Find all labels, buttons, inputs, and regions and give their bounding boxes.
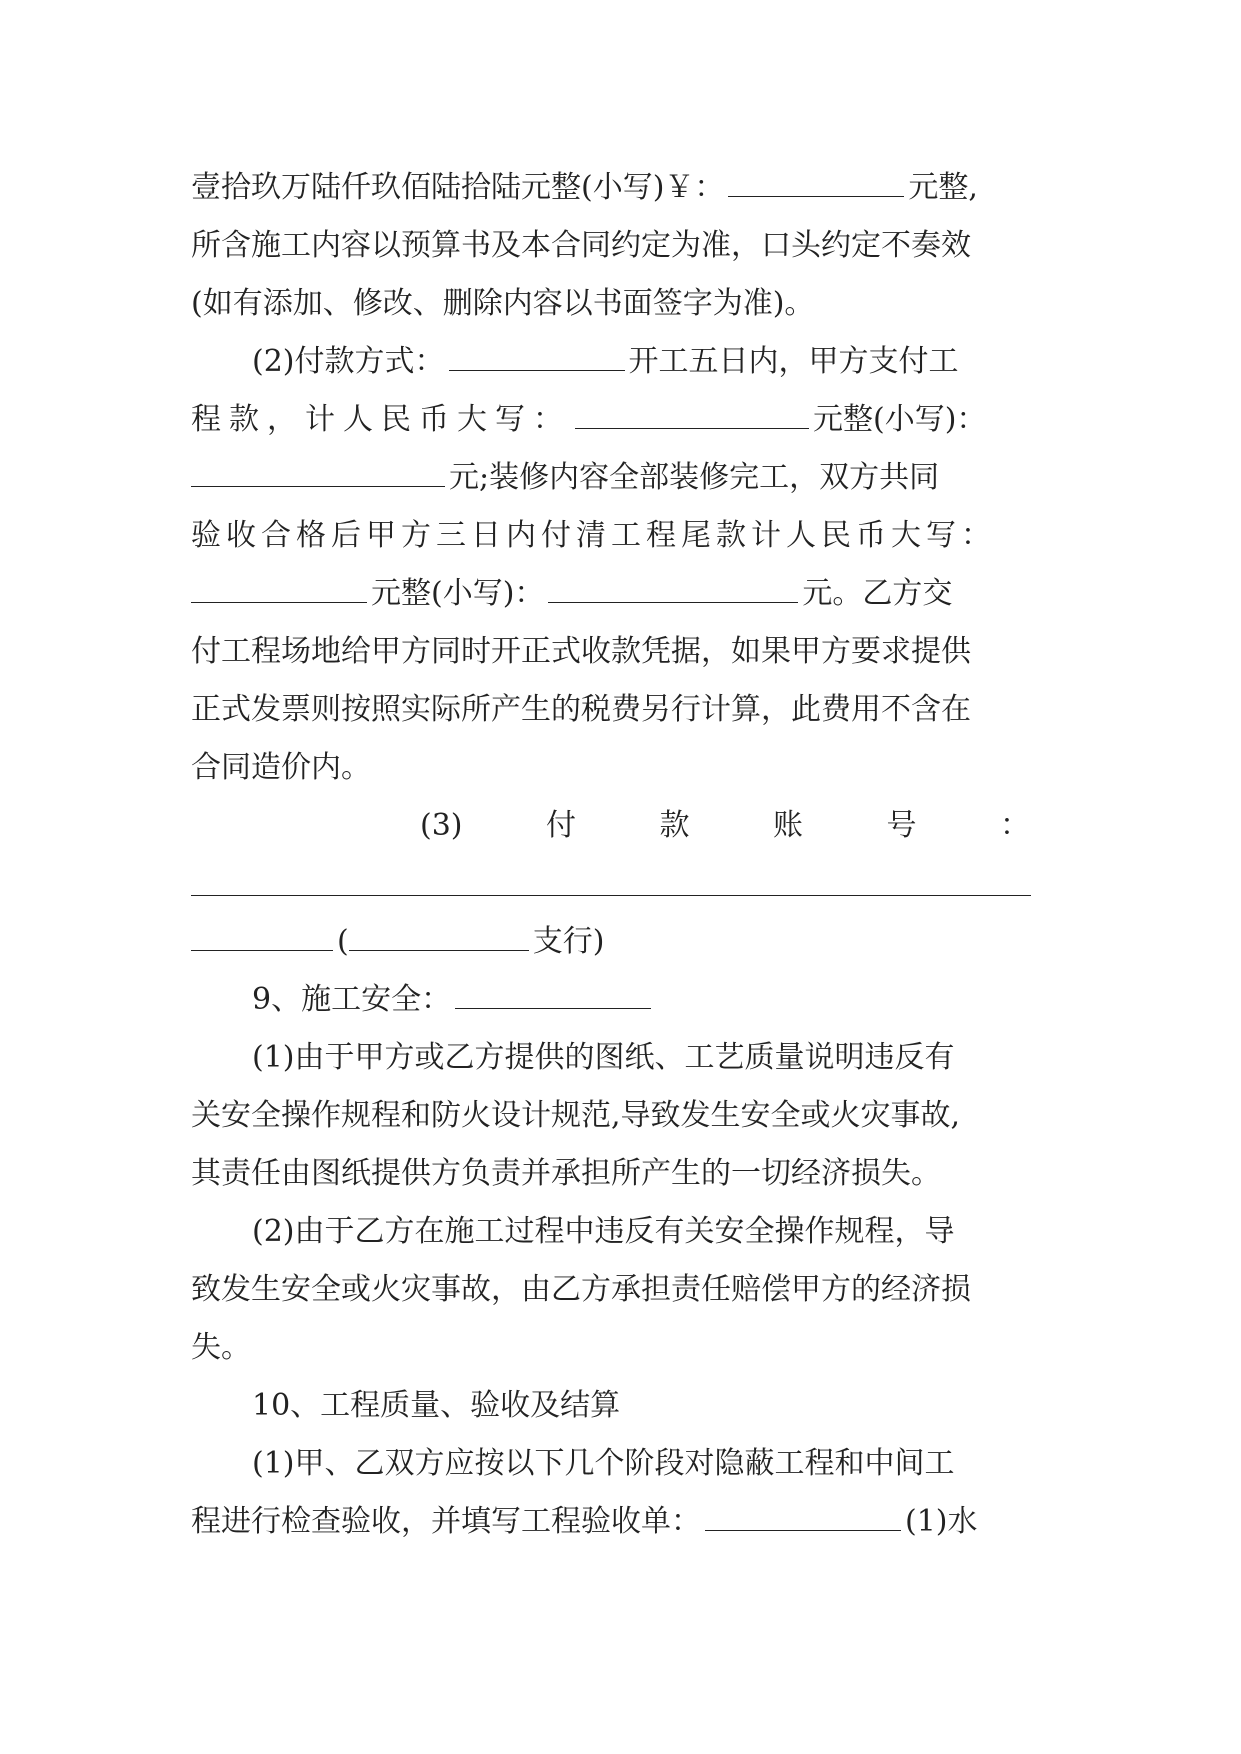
text-line: 合同造价内。 <box>191 750 371 785</box>
blank-field <box>191 458 445 487</box>
text-line: 关安全操作规程和防火设计规范,导致发生安全或火灾事故, <box>191 1098 961 1133</box>
text-line <box>252 980 1051 1020</box>
text-line: 失。 <box>191 1330 251 1365</box>
text-line <box>191 574 1051 614</box>
blank-field <box>349 922 529 951</box>
blank-field <box>191 574 367 603</box>
text-line: (2)由于乙方在施工过程中违反有关安全操作规程，导 <box>252 1214 955 1249</box>
text-span: (3) <box>420 808 463 843</box>
text-span: 元整(小写)： <box>813 402 987 437</box>
blank-field <box>455 980 651 1009</box>
text-line: 验收合格后甲方三日内付清工程尾款计人民币大写： <box>191 518 996 553</box>
text-line: 正式发票则按照实际所产生的税费另行计算，此费用不含在 <box>191 692 971 727</box>
text-span: 号 <box>886 808 917 843</box>
text-span: 程款，计人民币大写： <box>191 402 571 437</box>
text-line <box>191 168 1051 208</box>
text-line <box>191 922 1051 962</box>
text-line: 致发生安全或火灾事故，由乙方承担责任赔偿甲方的经济损 <box>191 1272 971 1307</box>
blank-field <box>191 922 333 951</box>
text-line: 所含施工内容以预算书及本合同约定为准，口头约定不奏效 <box>191 228 971 263</box>
text-line: (1)由于甲方或乙方提供的图纸、工艺质量说明违反有 <box>252 1040 955 1075</box>
text-line <box>191 458 1051 498</box>
text-span: 程进行检查验收，并填写工程验收单： <box>191 1504 701 1539</box>
text-line: 付工程场地给甲方同时开正式收款凭据，如果甲方要求提供 <box>191 634 971 669</box>
blank-line-full <box>191 895 1031 896</box>
text-line: 10、工程质量、验收及结算 <box>252 1388 621 1423</box>
text-line <box>191 1502 1051 1542</box>
text-span: 元;装修内容全部装修完工，双方共同 <box>449 460 940 495</box>
text-span: ： <box>1000 808 1030 843</box>
text-line <box>252 342 1051 382</box>
text-span: 款 <box>659 808 690 843</box>
text-span: 元整, <box>908 170 978 205</box>
text-span: 元。乙方交 <box>802 576 953 611</box>
text-span: ( <box>337 924 349 959</box>
blank-field <box>548 574 798 603</box>
text-line: (1)甲、乙双方应按以下几个阶段对隐蔽工程和中间工 <box>252 1446 955 1481</box>
text-span: 9、施工安全： <box>252 982 452 1017</box>
text-line <box>191 400 1051 440</box>
text-span: 账 <box>773 808 803 843</box>
text-span: 支行) <box>532 924 605 959</box>
text-line <box>420 806 1030 846</box>
text-line: (如有添加、修改、删除内容以书面签字为准)。 <box>191 286 815 321</box>
text-span: 开工五日内，甲方支付工 <box>628 344 959 379</box>
text-span: (1)水 <box>905 1504 978 1539</box>
text-line: 其责任由图纸提供方负责并承担所产生的一切经济损失。 <box>191 1156 941 1191</box>
blank-field <box>728 168 904 197</box>
text-span: 壹拾玖万陆仟玖佰陆拾陆元整(小写)￥： <box>191 170 725 205</box>
blank-field <box>449 342 625 371</box>
blank-field <box>705 1502 901 1531</box>
text-span: (2)付款方式： <box>252 344 445 379</box>
text-span: 付 <box>546 808 576 843</box>
blank-field <box>575 400 809 429</box>
text-span: 元整(小写)： <box>371 576 545 611</box>
